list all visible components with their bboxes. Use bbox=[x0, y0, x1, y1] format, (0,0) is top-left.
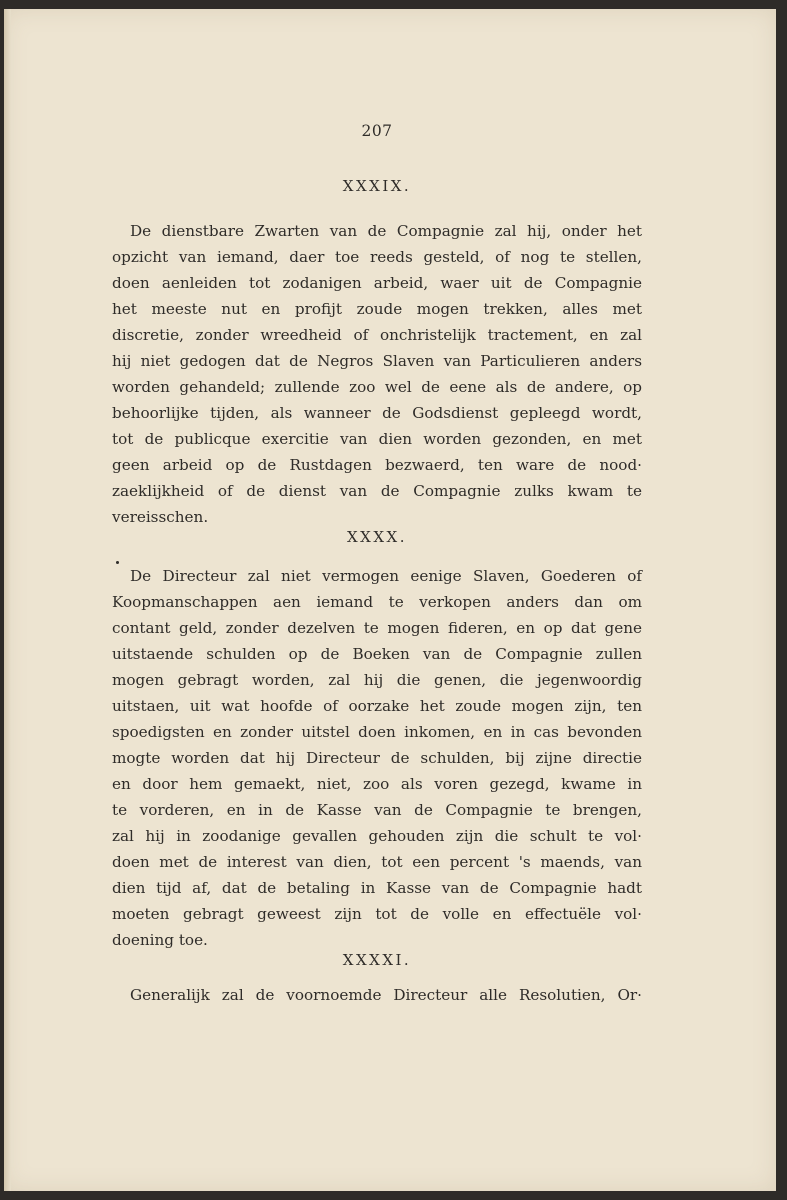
text-line: te vorderen, en in de Kasse van de Compagnie te brengen, bbox=[112, 801, 642, 819]
text-line: doen met de interest van dien, tot een percent 's maends, van bbox=[112, 853, 642, 871]
page-edge bbox=[4, 9, 11, 1191]
text-line: geen arbeid op de Rustdagen bezwaerd, ten ware de nood· bbox=[112, 456, 642, 474]
text-line: doening toe. bbox=[112, 931, 208, 949]
text-line: mogen gebragt worden, zal hij die genen, die jegenwoordig bbox=[112, 671, 642, 689]
ink-speck bbox=[116, 561, 119, 564]
text-line: doen aenleiden tot zodanigen arbeid, waer uit de Compagnie bbox=[112, 274, 642, 292]
text-line: Koopmanschappen aen iemand te verkopen anders dan om bbox=[112, 593, 642, 611]
text-line: uitstaen, uit wat hoofde of oorzake het zoude mogen zijn, ten bbox=[112, 697, 642, 715]
text-line: tot de publicque exercitie van dien worden gezonden, en met bbox=[112, 430, 642, 448]
text-line: opzicht van iemand, daer toe reeds gesteld, of nog te stellen, bbox=[112, 248, 642, 266]
text-line: het meeste nut en profijt zoude mogen trekken, alles met bbox=[112, 300, 642, 318]
text-line: hij niet gedogen dat de Negros Slaven van Particulieren anders bbox=[112, 352, 642, 370]
text-line: contant geld, zonder dezelven te mogen fideren, en op dat gene bbox=[112, 619, 642, 637]
text-line: De Directeur zal niet vermogen eenige Slaven, Goederen of bbox=[130, 567, 642, 585]
text-line: mogte worden dat hij Directeur de schulden, bij zijne directie bbox=[112, 749, 642, 767]
text-line: zaeklijkheid of de dienst van de Compagnie zulks kwam te bbox=[112, 482, 642, 500]
text-line: worden gehandeld; zullende zoo wel de eene als de andere, op bbox=[112, 378, 642, 396]
text-line: en door hem gemaekt, niet, zoo als voren gezegd, kwame in bbox=[112, 775, 642, 793]
text-line: uitstaende schulden op de Boeken van de Compagnie zullen bbox=[112, 645, 642, 663]
text-line: discretie, zonder wreedheid of onchristelijk tractement, en zal bbox=[112, 326, 642, 344]
text-line: De dienstbare Zwarten van de Compagnie zal hij, onder het bbox=[130, 222, 642, 240]
section-heading: XXXX. bbox=[347, 528, 407, 546]
text-line: behoorlijke tijden, als wanneer de Godsdienst gepleegd wordt, bbox=[112, 404, 642, 422]
text-line: vereisschen. bbox=[112, 508, 209, 526]
section-heading: XXXXI. bbox=[342, 951, 412, 969]
text-line: spoedigsten en zonder uitstel doen inkomen, en in cas bevonden bbox=[112, 723, 642, 741]
page-number: 207 bbox=[361, 122, 393, 140]
section-heading: XXXIX. bbox=[342, 177, 412, 195]
text-line: zal hij in zoodanige gevallen gehouden zijn die schult te vol· bbox=[112, 827, 642, 845]
text-line: moeten gebragt geweest zijn tot de volle en effectuële vol· bbox=[112, 905, 642, 923]
text-line: Generalijk zal de voornoemde Directeur alle Resolutien, Or· bbox=[130, 986, 642, 1004]
text-line: dien tijd af, dat de betaling in Kasse van de Compagnie hadt bbox=[112, 879, 642, 897]
